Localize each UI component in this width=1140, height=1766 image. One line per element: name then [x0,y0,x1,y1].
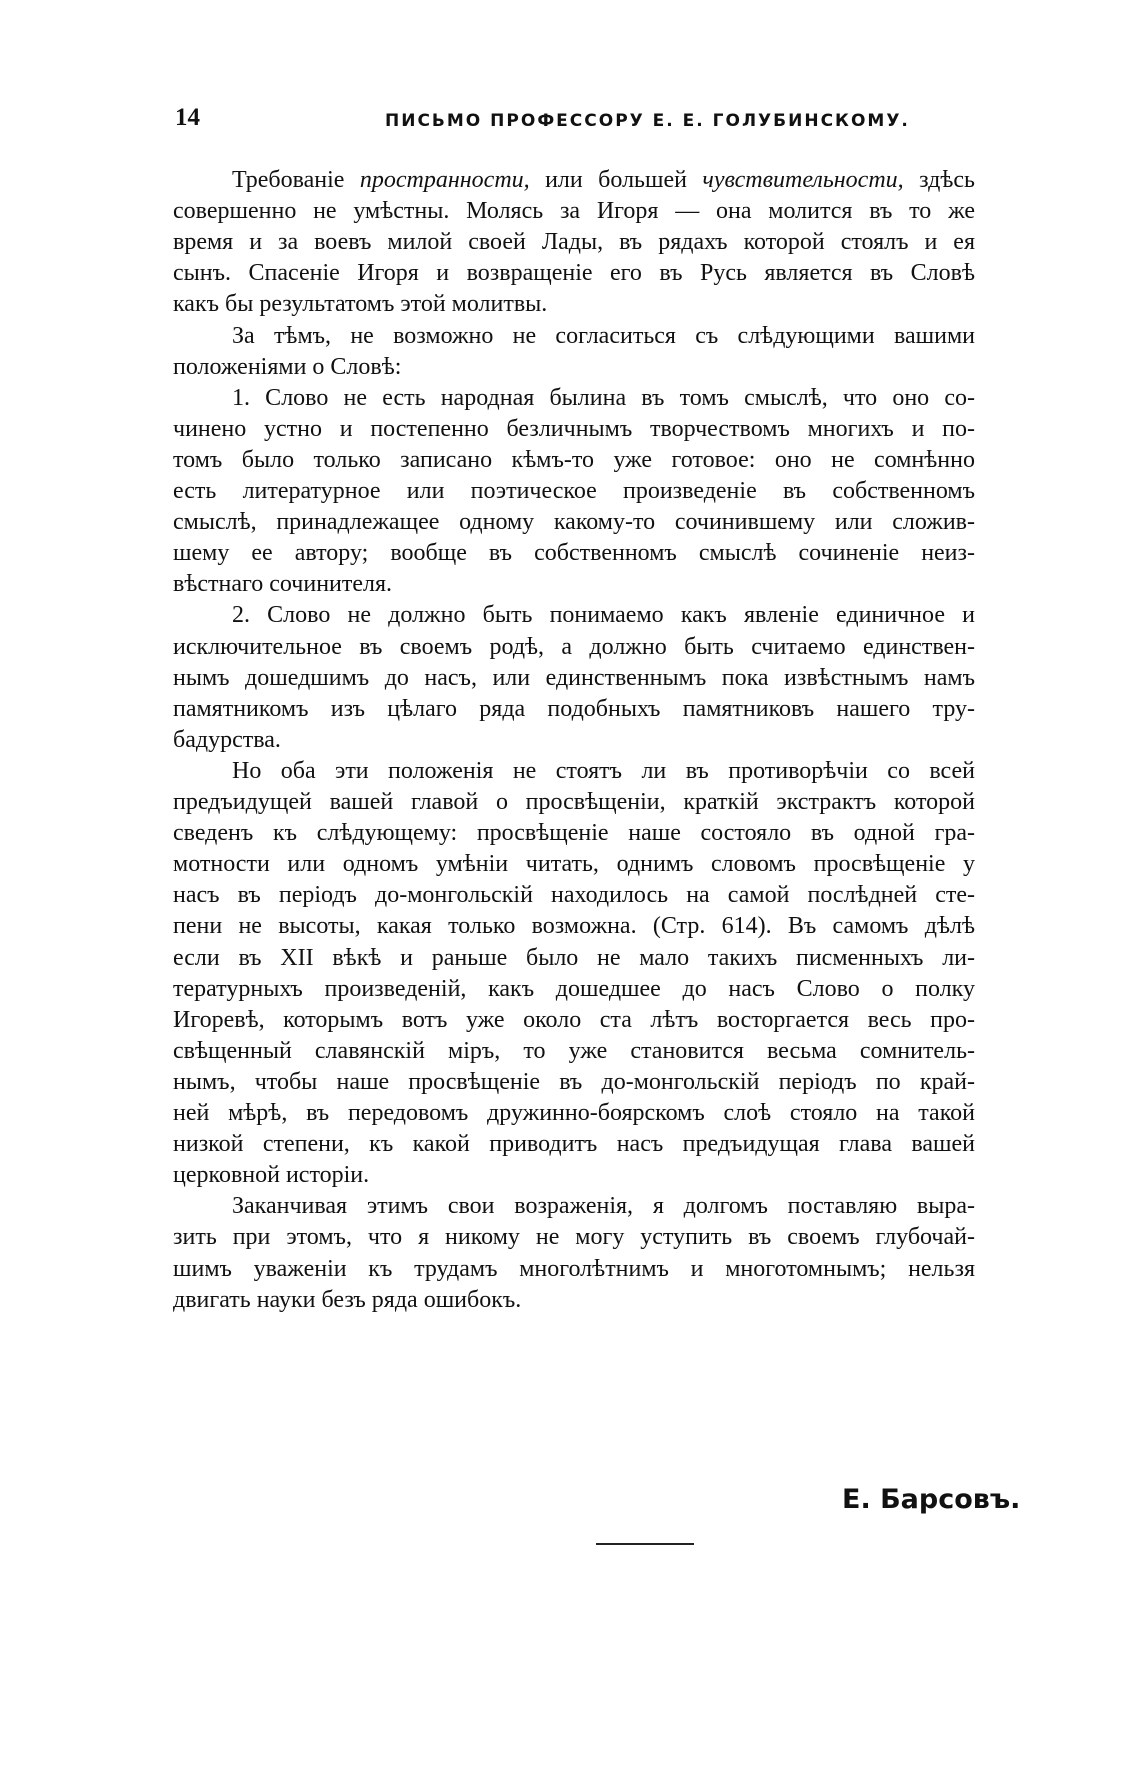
text-line: ней мѣрѣ, въ передовомъ дружинно-боярскомъ слоѣ стояло на такой [173,1100,975,1126]
text-line: низкой степени, къ какой приводитъ насъ предъидущая глава вашей [173,1131,975,1158]
text-line: нымъ дошедшимъ до насъ, или единственнымъ пока извѣстнымъ намъ [173,664,975,691]
italic-term: чувствительности, [702,167,904,193]
text-line: предъидущей вашей главой о просвѣщеніи, краткій экстрактъ которой [173,789,975,815]
text-line: вѣстнаго сочинителя. [173,571,393,598]
text-line: За тѣмъ, не возможно не согласиться съ слѣдующими вашими [232,322,975,349]
text-segment: здѣсь [903,167,975,193]
text-line: Игоревѣ, которымъ вотъ уже около ста лѣтъ восторгается весь про- [173,1006,975,1033]
text-line: Заканчивая этимъ свои возраженія, я долгомъ поставляю выра- [232,1193,975,1220]
text-line: исключительное въ своемъ родѣ, а должно быть считаемо единствен- [173,633,975,660]
text-line: 2. Слово не должно быть понимаемо какъ явленіе единичное и [232,602,975,629]
signature: Е. Барсовъ. [842,1484,1021,1515]
text-line: положеніями о Словѣ: [173,353,402,380]
text-line: бадурства. [173,726,281,753]
text-line: сведенъ къ слѣдующему: просвѣщеніе наше состояло въ одной гра- [173,820,975,847]
text-line: время и за воевъ милой своей Лады, въ рядахъ которой стоялъ и ея [173,229,975,256]
text-line: какъ бы результатомъ этой молитвы. [173,291,548,318]
text-line: 1. Слово не есть народная былина въ томъ смыслѣ, что оно со- [232,384,975,411]
text-segment: или большей [529,167,703,193]
text-line: шимъ уваженіи къ трудамъ многолѣтнимъ и многотомнымъ; нельзя [173,1255,975,1282]
text-line: Но оба эти положенія не стоятъ ли въ противорѣчіи со всей [232,757,975,784]
text-line: чинено устно и постепенно безличнымъ творчествомъ многихъ и по- [173,415,975,442]
running-title: ПИСЬМО ПРОФЕССОРУ Е. Е. ГОЛУБИНСКОМУ. [385,111,910,131]
text-line: двигать науки безъ ряда ошибокъ. [173,1286,522,1313]
text-line: томъ было только записано кѣмъ-то уже готовое: оно не сомнѣнно [173,446,975,473]
text-line: шему ее автору; вообще въ собственномъ смыслѣ сочиненіе неиз- [173,540,975,567]
text-line: мотности или одномъ умѣніи читать, однимъ словомъ просвѣщеніе у [173,851,975,878]
text-line: церковной исторіи. [173,1162,370,1189]
page-number: 14 [175,104,200,131]
italic-term: пространности, [359,167,530,193]
text-line: тературныхъ произведеній, какъ дошедшее до насъ Слово о полку [173,975,975,1002]
text-line: свѣщенный славянскій міръ, то уже становится весьма сомнитель- [173,1037,975,1064]
text-line: если въ XII вѣкѣ и раньше было не мало такихъ писменныхъ ли- [173,944,975,971]
text-line: насъ въ періодъ до-монгольскій находилось на самой послѣдней сте- [173,882,975,909]
text-line: зить при этомъ, что я никому не могу уступить въ своемъ глубочай- [173,1224,975,1251]
text-line: нымъ, чтобы наше просвѣщеніе въ до-монгольскій періодъ по край- [173,1068,975,1095]
text-line: совершенно не умѣстны. Молясь за Игоря — она молится въ то же [173,198,975,225]
text-line: памятникомъ изъ цѣлаго ряда подобныхъ памятниковъ нашего тру- [173,695,975,722]
text-line: смыслѣ, принадлежащее одному какому-то сочинившему или сложив- [173,509,975,536]
text-line [232,166,975,194]
text-line: пени не высоты, какая только возможна. (Стр. 614). Въ самомъ дѣлѣ [173,913,975,940]
text-line: есть литературное или поэтическое произведеніе въ собственномъ [173,478,975,504]
text-segment: Требованіе [232,167,360,193]
closing-rule [596,1543,694,1545]
text-line: сынъ. Спасеніе Игоря и возвращеніе его въ Русь является въ Словѣ [173,260,975,287]
